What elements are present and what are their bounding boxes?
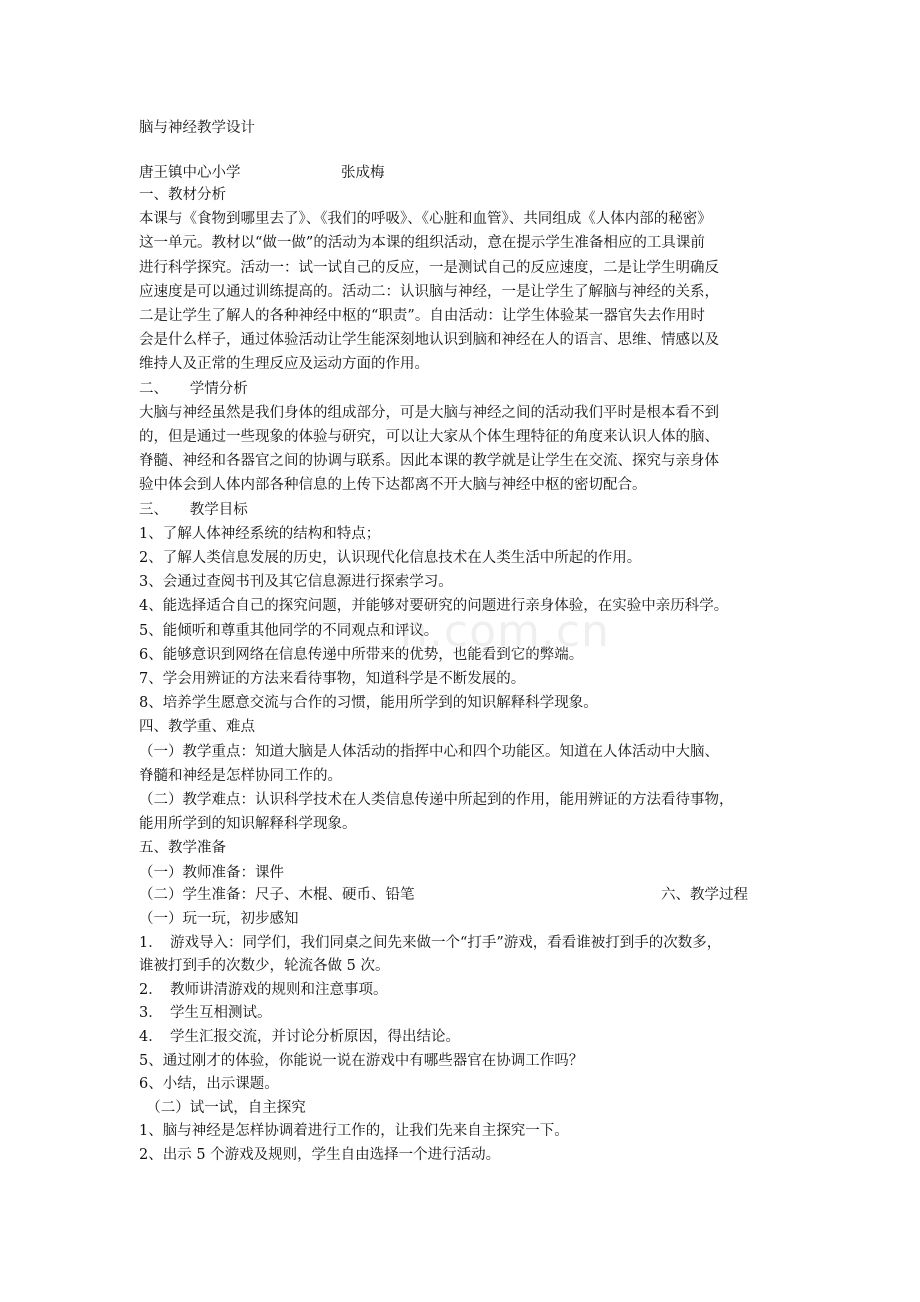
text-line: 1． 游戏导入：同学们，我们同桌之间先来做一个“打手”游戏，看看谁被打到手的次数多， <box>139 934 722 951</box>
text-line: 四、教学重、难点 <box>139 719 255 736</box>
text-line: （二）教学难点：认识科学技术在人类信息传递中所起到的作用，能用辨证的方法看待事物， <box>139 792 734 808</box>
text-line: 本课与《食物到哪里去了》、《我们的呼吸》、《心脏和血管》、共同组成《人体内部的秘密》 <box>139 211 712 228</box>
text-line: 4、能选择适合自己的探究问题，并能够对要研究的问题进行亲身体验，在实验中亲历科学。 <box>139 598 729 615</box>
author-line <box>139 162 789 184</box>
text-line: 3． 学生互相测试。 <box>139 1005 272 1022</box>
text-line: 维持人及正常的生理反应及运动方面的作用。 <box>139 356 429 373</box>
text-line: 6、小结，出示课题。 <box>139 1076 279 1093</box>
text-line: 5、能倾听和尊重其他同学的不同观点和评议。 <box>139 622 439 639</box>
text-line: 这一单元。教材以“做一做”的活动为本课的组织活动，意在提示学生准备相应的工具课前 <box>139 235 705 252</box>
text-line: 验中体会到人体内部各种信息的上传下达都离不开大脑与神经中枢的密切配合。 <box>139 477 647 494</box>
text-line: 三、 教学目标 <box>139 501 248 518</box>
text-line: 1、了解人体神经系统的结构和特点； <box>139 525 381 542</box>
text-line: 谁被打到手的次数少，轮流各做 5 次。 <box>139 958 390 975</box>
text-line: 脊髓、神经和各器官之间的协调与联系。因此本课的教学就是让学生在交流、探究与亲身体 <box>139 453 719 470</box>
student-prep-text: （二）学生准备：尺子、木棍、硬币、铅笔 <box>139 887 415 903</box>
text-line: 7、学会用辨证的方法来看待事物，知道科学是不断发展的。 <box>139 671 526 687</box>
text-line: 8、培养学生愿意交流与合作的习惯，能用所学到的知识解释科学现象。 <box>139 695 598 712</box>
text-line: 3、会通过查阅书刊及其它信息源进行探索学习。 <box>139 574 453 591</box>
text-line: 一、教材分析 <box>139 187 226 203</box>
text-line: 1、脑与神经是怎样协调着进行工作的，让我们先来自主探究一下。 <box>139 1123 569 1140</box>
text-line: 2、出示 5 个游戏及规则，学生自由选择一个进行活动。 <box>139 1147 501 1163</box>
text-line: 会是什么样子，通过体验活动让学生能深刻地认识到脑和神经在人的语言、思维、情感以及 <box>139 332 719 349</box>
text-line: （一）教学重点：知道大脑是人体活动的指挥中心和四个功能区。知道在人体活动中大脑、 <box>139 743 719 760</box>
text-line: 6、能够意识到网络在信息传递中所带来的优势，也能看到它的弊端。 <box>139 646 584 663</box>
text-line: 4． 学生汇报交流，并讨论分析原因，得出结论。 <box>139 1029 460 1045</box>
text-line: 脊髓和神经是怎样协同工作的。 <box>139 767 342 784</box>
text-line: 应速度是可以通过训练提高的。活动二：认识脑与神经，一是让学生了解脑与神经的关系， <box>139 283 719 300</box>
text-line: 二、 学情分析 <box>139 380 248 397</box>
text-line: （一）教师准备：课件 <box>139 864 284 881</box>
text-line: 的，但是通过一些现象的体验与研究，可以让大家从个体生理特征的角度来认识人体的脑、 <box>139 429 719 445</box>
document-title: 脑与神经教学设计 <box>139 120 255 136</box>
text-line: 能用所学到的知识解释科学现象。 <box>139 816 357 833</box>
text-line: 5、通过刚才的体验，你能说一说在游戏中有哪些器官在协调工作吗？ <box>139 1052 584 1069</box>
text-line: 五、教学准备 <box>139 840 226 857</box>
text-line: 二是让学生了解人的各种神经中枢的“职责”。自由活动：让学生体验某一器官失去作用时 <box>139 308 705 324</box>
text-line: 2、了解人类信息发展的历史，认识现代化信息技术在人类生活中所起的作用。 <box>139 550 642 566</box>
text-line: （二）试一试，自主探究 <box>139 1099 306 1116</box>
text-line: 2． 教师讲清游戏的规则和注意事项。 <box>139 981 388 998</box>
section-heading-process: 六、教学过程 <box>661 887 748 903</box>
text-line: 大脑与神经虽然是我们身体的组成部分，可是大脑与神经之间的活动我们平时是根本看不到 <box>139 404 719 421</box>
text-line: 进行科学探究。活动一：试一试自己的反应，一是测试自己的反应速度，二是让学生明确反 <box>139 259 719 276</box>
author-name: 张成梅 <box>341 165 385 181</box>
watermark: n.com.cn <box>400 606 610 657</box>
text-line: （一）玩一玩，初步感知 <box>139 911 299 927</box>
school-name: 唐王镇中心小学 <box>139 165 241 181</box>
